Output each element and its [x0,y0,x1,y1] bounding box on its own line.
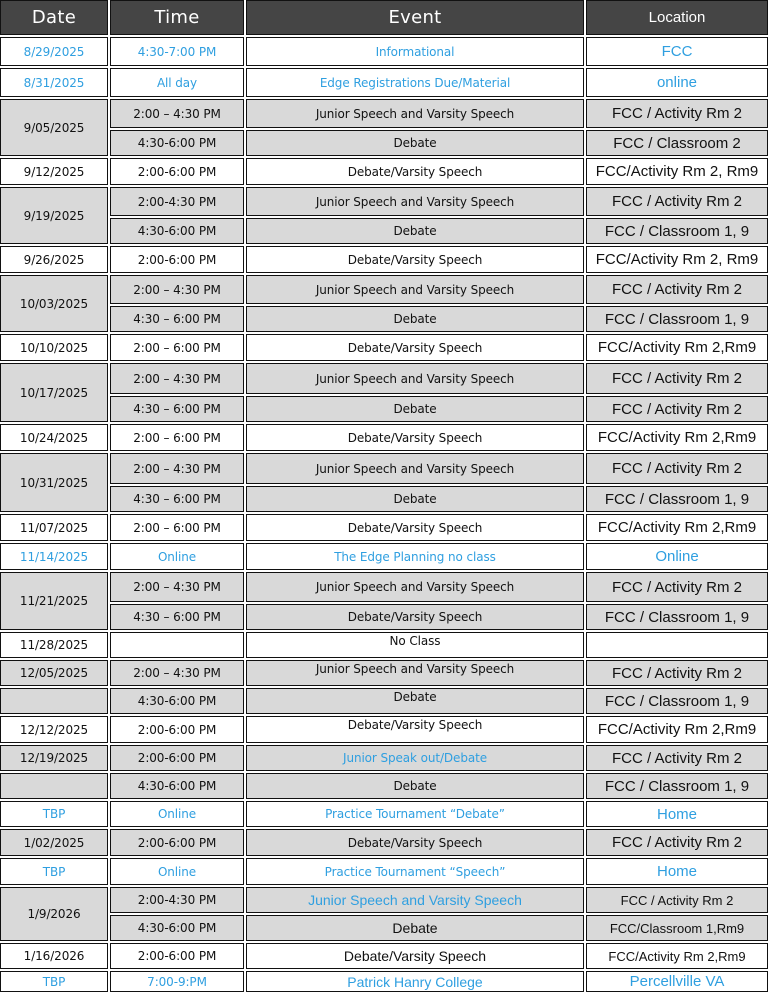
location-cell: Home [586,801,768,827]
location-cell: FCC / Classroom 1, 9 [586,688,768,714]
date-cell: 11/28/2025 [0,632,108,658]
location-cell: FCC/Activity Rm 2, Rm9 [586,246,768,273]
date-cell: 10/31/2025 [0,453,108,512]
event-cell: Debate [246,306,584,332]
time-cell: 2:00 – 4:30 PM [110,660,244,686]
event-cell: Edge Registrations Due/Material [246,68,584,97]
event-cell: No Class [246,632,584,658]
header-event: Event [246,0,584,35]
event-cell: Debate [246,486,584,512]
time-cell: 2:00 – 6:00 PM [110,424,244,451]
date-cell: 8/29/2025 [0,37,108,66]
event-cell: Junior Speech and Varsity Speech [246,887,584,913]
date-cell: TBP [0,858,108,885]
time-cell: 4:30-6:00 PM [110,688,244,714]
event-cell: Junior Speak out/Debate [246,745,584,771]
location-cell: FCC / Classroom 1, 9 [586,773,768,799]
event-cell: The Edge Planning no class [246,543,584,570]
time-cell: Online [110,801,244,827]
time-cell: 2:00-6:00 PM [110,829,244,856]
date-cell: TBP [0,971,108,992]
date-cell: 8/31/2025 [0,68,108,97]
date-cell: 9/05/2025 [0,99,108,156]
event-cell: Junior Speech and Varsity Speech [246,275,584,304]
time-cell: 4:30 – 6:00 PM [110,396,244,422]
location-cell: FCC/Activity Rm 2,Rm9 [586,334,768,361]
location-cell: FCC/Activity Rm 2,Rm9 [586,514,768,541]
time-cell: 2:00-6:00 PM [110,716,244,743]
time-cell: 4:30-6:00 PM [110,773,244,799]
date-cell: 10/03/2025 [0,275,108,332]
location-cell: FCC / Classroom 2 [586,130,768,156]
date-cell: 10/17/2025 [0,363,108,422]
location-cell: Online [586,543,768,570]
date-cell: 9/26/2025 [0,246,108,273]
time-cell: 2:00-4:30 PM [110,187,244,216]
date-cell: 9/12/2025 [0,158,108,185]
time-cell: 7:00-9:PM [110,971,244,992]
header-location: Location [586,0,768,35]
time-cell: Online [110,543,244,570]
date-cell: 12/12/2025 [0,716,108,743]
time-cell: All day [110,68,244,97]
event-cell: Debate [246,688,584,714]
time-cell: 2:00 – 4:30 PM [110,275,244,304]
location-cell: FCC/Activity Rm 2, Rm9 [586,158,768,185]
location-cell: FCC [586,37,768,66]
location-cell: FCC/Activity Rm 2,Rm9 [586,424,768,451]
location-cell: FCC / Activity Rm 2 [586,829,768,856]
time-cell: 2:00-6:00 PM [110,745,244,771]
time-cell: 4:30-7:00 PM [110,37,244,66]
time-cell: 4:30-6:00 PM [110,218,244,244]
event-cell: Junior Speech and Varsity Speech [246,99,584,128]
time-cell: 4:30-6:00 PM [110,130,244,156]
event-cell: Debate/Varsity Speech [246,943,584,969]
location-cell [586,632,768,658]
event-cell: Junior Speech and Varsity Speech [246,363,584,394]
time-cell: 2:00-6:00 PM [110,943,244,969]
time-cell: 2:00 – 6:00 PM [110,514,244,541]
header-date: Date [0,0,108,35]
date-cell: 11/14/2025 [0,543,108,570]
location-cell: FCC / Classroom 1, 9 [586,604,768,630]
time-cell: 4:30 – 6:00 PM [110,306,244,332]
event-cell: Debate [246,773,584,799]
date-cell [0,688,108,714]
event-cell: Debate [246,915,584,941]
location-cell: FCC / Activity Rm 2 [586,99,768,128]
event-cell: Debate/Varsity Speech [246,246,584,273]
event-cell: Debate/Varsity Speech [246,604,584,630]
date-cell: 12/05/2025 [0,660,108,686]
event-cell: Junior Speech and Varsity Speech [246,660,584,686]
event-cell: Junior Speech and Varsity Speech [246,187,584,216]
event-cell: Debate/Varsity Speech [246,716,584,743]
event-cell: Patrick Hanry College [246,971,584,992]
time-cell [110,632,244,658]
date-cell: 10/10/2025 [0,334,108,361]
event-cell: Debate/Varsity Speech [246,514,584,541]
location-cell: FCC / Activity Rm 2 [586,572,768,602]
date-cell: 11/07/2025 [0,514,108,541]
event-cell: Informational [246,37,584,66]
time-cell: 4:30-6:00 PM [110,915,244,941]
location-cell: online [586,68,768,97]
time-cell: 4:30 – 6:00 PM [110,486,244,512]
location-cell: FCC / Activity Rm 2 [586,363,768,394]
location-cell: FCC/Classroom 1,Rm9 [586,915,768,941]
event-cell: Debate/Varsity Speech [246,829,584,856]
time-cell: 2:00-6:00 PM [110,246,244,273]
event-cell: Junior Speech and Varsity Speech [246,453,584,484]
date-cell: 12/19/2025 [0,745,108,771]
time-cell: 2:00 – 4:30 PM [110,572,244,602]
location-cell: FCC / Activity Rm 2 [586,887,768,913]
event-cell: Debate/Varsity Speech [246,334,584,361]
time-cell: 2:00-6:00 PM [110,158,244,185]
date-cell: 1/16/2026 [0,943,108,969]
event-cell: Debate [246,130,584,156]
time-cell: 2:00 – 6:00 PM [110,334,244,361]
date-cell: TBP [0,801,108,827]
time-cell: 2:00 – 4:30 PM [110,453,244,484]
location-cell: FCC / Activity Rm 2 [586,660,768,686]
time-cell: Online [110,858,244,885]
date-cell: 11/21/2025 [0,572,108,630]
location-cell: FCC/Activity Rm 2,Rm9 [586,716,768,743]
event-cell: Debate/Varsity Speech [246,424,584,451]
location-cell: FCC / Classroom 1, 9 [586,218,768,244]
time-cell: 2:00 – 4:30 PM [110,99,244,128]
event-cell: Debate [246,396,584,422]
location-cell: FCC / Activity Rm 2 [586,275,768,304]
date-cell [0,773,108,799]
date-cell: 9/19/2025 [0,187,108,244]
location-cell: FCC / Activity Rm 2 [586,187,768,216]
location-cell: FCC/Activity Rm 2,Rm9 [586,943,768,969]
date-cell: 1/9/2026 [0,887,108,941]
location-cell: FCC / Activity Rm 2 [586,453,768,484]
location-cell: Home [586,858,768,885]
event-cell: Debate/Varsity Speech [246,158,584,185]
date-cell: 1/02/2025 [0,829,108,856]
location-cell: FCC / Classroom 1, 9 [586,486,768,512]
event-cell: Practice Tournament “Speech” [246,858,584,885]
location-cell: FCC / Activity Rm 2 [586,745,768,771]
location-cell: Percellville VA [586,971,768,992]
event-cell: Practice Tournament “Debate” [246,801,584,827]
time-cell: 2:00-4:30 PM [110,887,244,913]
event-cell: Junior Speech and Varsity Speech [246,572,584,602]
time-cell: 4:30 – 6:00 PM [110,604,244,630]
location-cell: FCC / Activity Rm 2 [586,396,768,422]
time-cell: 2:00 – 4:30 PM [110,363,244,394]
event-cell: Debate [246,218,584,244]
date-cell: 10/24/2025 [0,424,108,451]
header-time: Time [110,0,244,35]
location-cell: FCC / Classroom 1, 9 [586,306,768,332]
